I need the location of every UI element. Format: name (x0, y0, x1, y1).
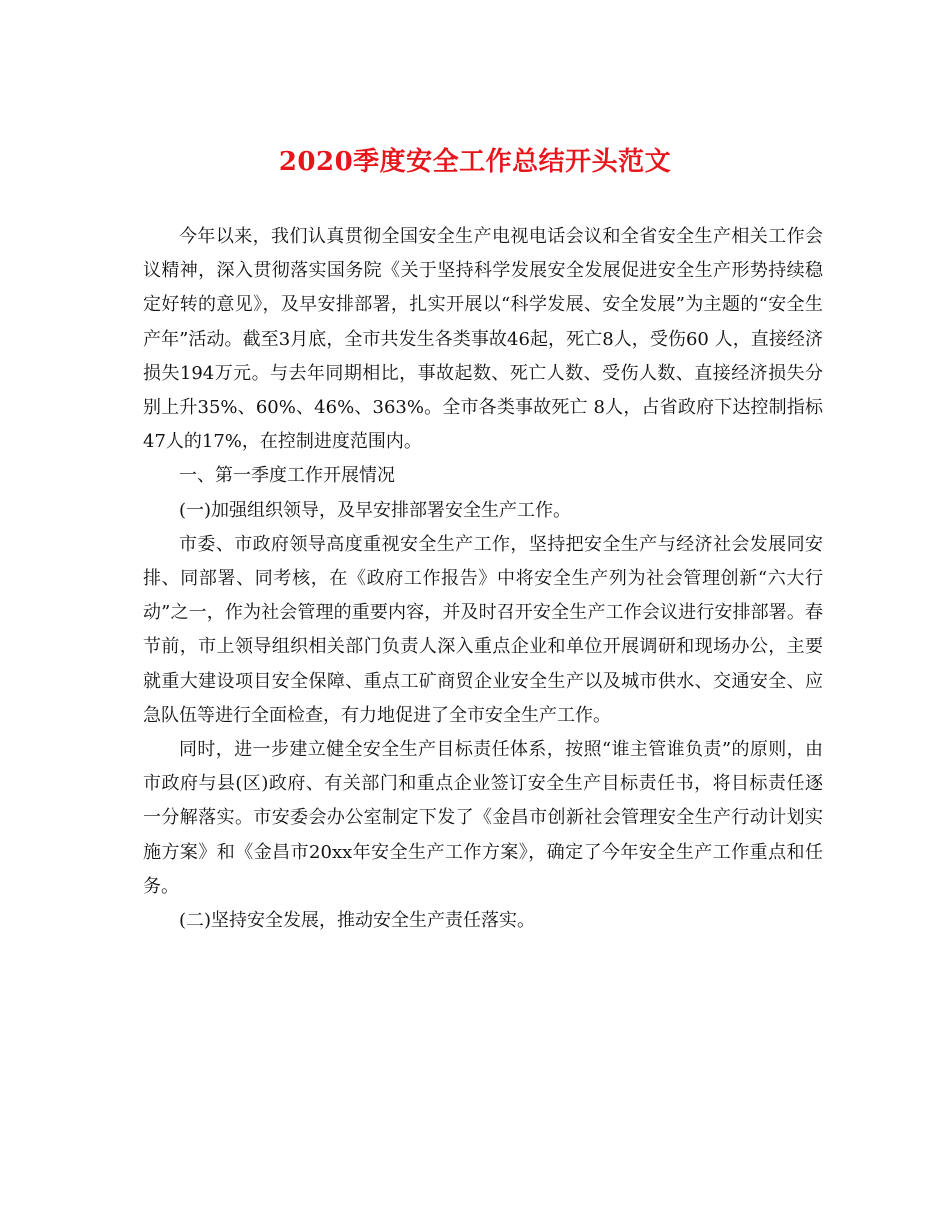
section-heading-1: 一、第一季度工作开展情况 (179, 465, 395, 487)
document-title: 2020季度安全工作总结开头范文 (278, 147, 672, 177)
subsection-heading-1: (一)加强组织领导，及早安排部署安全生产工作。 (179, 499, 572, 521)
body-paragraph: 同时，进一步建立健全安全生产目标责任体系，按照“谁主管谁负责”的原则，由市政府与县(区)政府、有关部门和重点企业签订安全生产目标责任书，将目标责任逐一分解落实。市安委会办公室制定下发了《金昌市创新社会管理安全生产行动计划实施方案》和《金昌市20xx年安全生产工作方案》，确定了今年安全生产工作重点和任务。 (143, 739, 823, 897)
document-body (143, 220, 823, 938)
body-paragraph: 市委、市政府领导高度重视安全生产工作，坚持把安全生产与经济社会发展同安排、同部署、同考核，在《政府工作报告》中将安全生产列为社会管理创新“六大行动”之一，作为社会管理的重要内容，并及时召开安全生产工作会议进行安排部署。春节前，市上领导组织相关部门负责人深入重点企业和单位开展调研和现场办公，主要就重大建设项目安全保障、重点工矿商贸企业安全生产以及城市供水、交通安全、应急队伍等进行全面检查，有力地促进了全市安全生产工作。 (143, 533, 823, 726)
subsection-heading-2: (二)坚持安全发展，推动安全生产责任落实。 (179, 910, 536, 932)
intro-paragraph: 今年以来，我们认真贯彻全国安全生产电视电话会议和全省安全生产相关工作会议精神，深入贯彻落实国务院《关于坚持科学发展安全发展促进安全生产形势持续稳定好转的意见》，及早安排部署，扎实开展以“科学发展、安全发展”为主题的“安全生产年”活动。截至3月底，全市共发生各类事故46起，死亡8人，受伤60 人，直接经济损失194万元。与去年同期相比，事故起数、死亡人数、受伤人数、直接经济损失分别上升35%、60%、46%、363%。全市各类事故死亡 8人，占省政府下达控制指标47人的17%，在控制进度范围内。 (143, 226, 823, 453)
